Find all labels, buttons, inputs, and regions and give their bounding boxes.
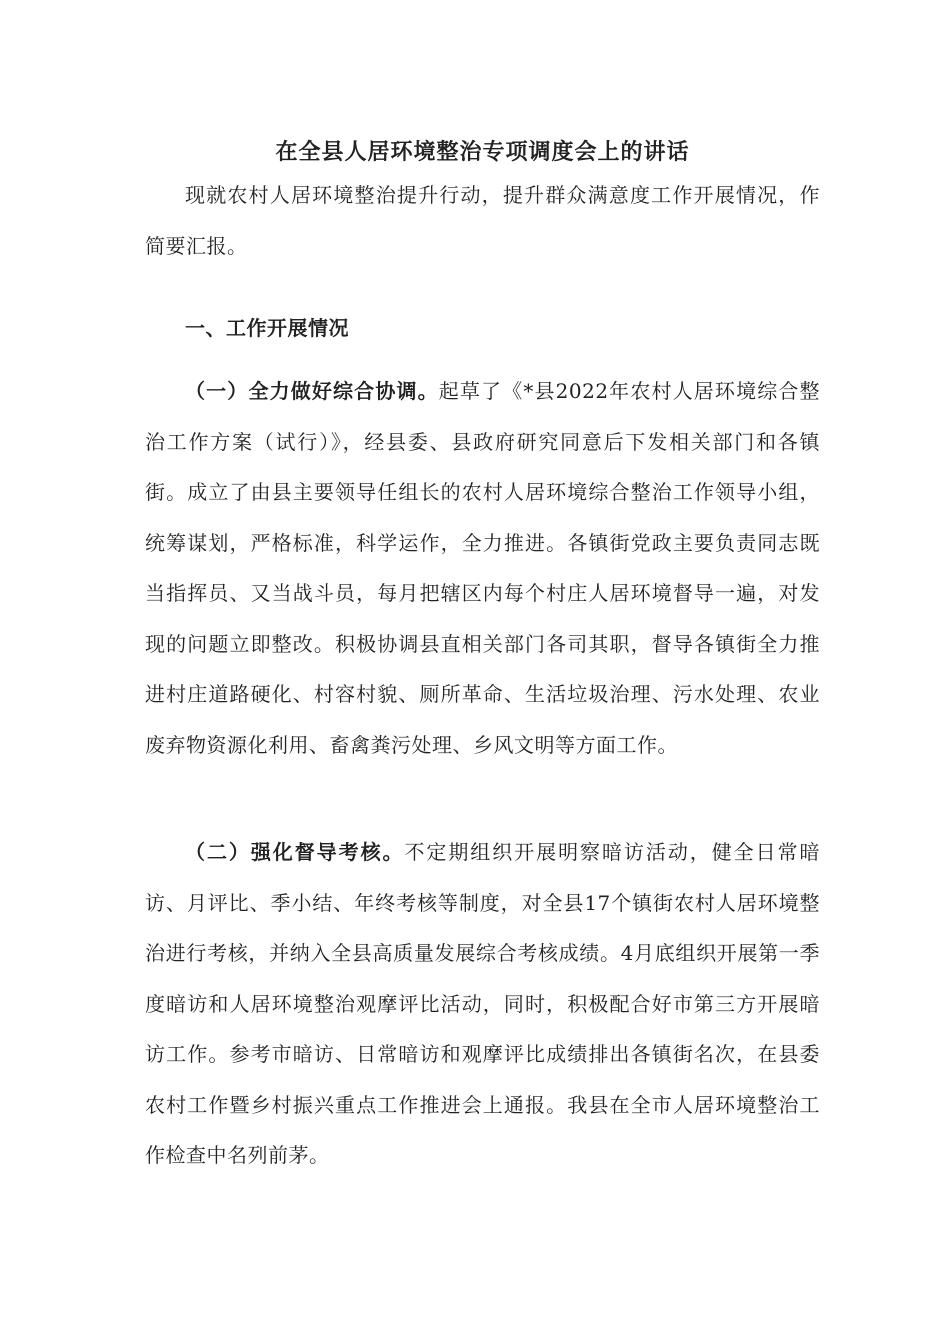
paragraph-lead: （二）强化督导考核。 bbox=[185, 840, 405, 864]
paragraph-supervision bbox=[145, 827, 820, 1181]
paragraph-body: 起草了《*县2022年农村人居环境综合整治工作方案（试行）》，经县委、县政府研究同意后下发相关部门和各镇街。成立了由县主要领导任组长的农村人居环境综合整治工作领导小组，统筹谋划，严格标准，科学运作，全力推进。各镇街党政主要负责同志既当指挥员、又当战斗员，每月把辖区内每个村庄人居环境督导一遍，对发现的问题立即整改。积极协调县直相关部门各司其职，督导各镇街全力推进村庄道路硬化、村容村貌、厕所革命、生活垃圾治理、污水处理、农业废弃物资源化利用、畜禽粪污处理、乡风文明等方面工作。 bbox=[145, 379, 821, 757]
intro-paragraph: 现就农村人居环境整治提升行动，提升群众满意度工作开展情况，作简要汇报。 bbox=[145, 183, 820, 258]
document-title: 在全县人居环境整治专项调度会上的讲话 bbox=[275, 139, 690, 165]
paragraph-body: 不定期组织开展明察暗访活动，健全日常暗访、月评比、季小结、年终考核等制度，对全县17个镇街农村人居环境整治进行考核，并纳入全县高质量发展综合考核成绩。4月底组织开展第一季度暗访和人居环境整治观摩评比活动，同时，积极配合好市第三方开展暗访工作。参考市暗访、日常暗访和观摩评比成绩排出各镇街名次，在县委农村工作暨乡村振兴重点工作推进会上通报。我县在全市人居环境整治工作检查中名列前茅。 bbox=[145, 840, 821, 1167]
paragraph-coordination bbox=[145, 366, 820, 770]
section-heading: 一、工作开展情况 bbox=[185, 316, 349, 340]
paragraph-lead: （一）全力做好综合协调。 bbox=[185, 379, 439, 403]
